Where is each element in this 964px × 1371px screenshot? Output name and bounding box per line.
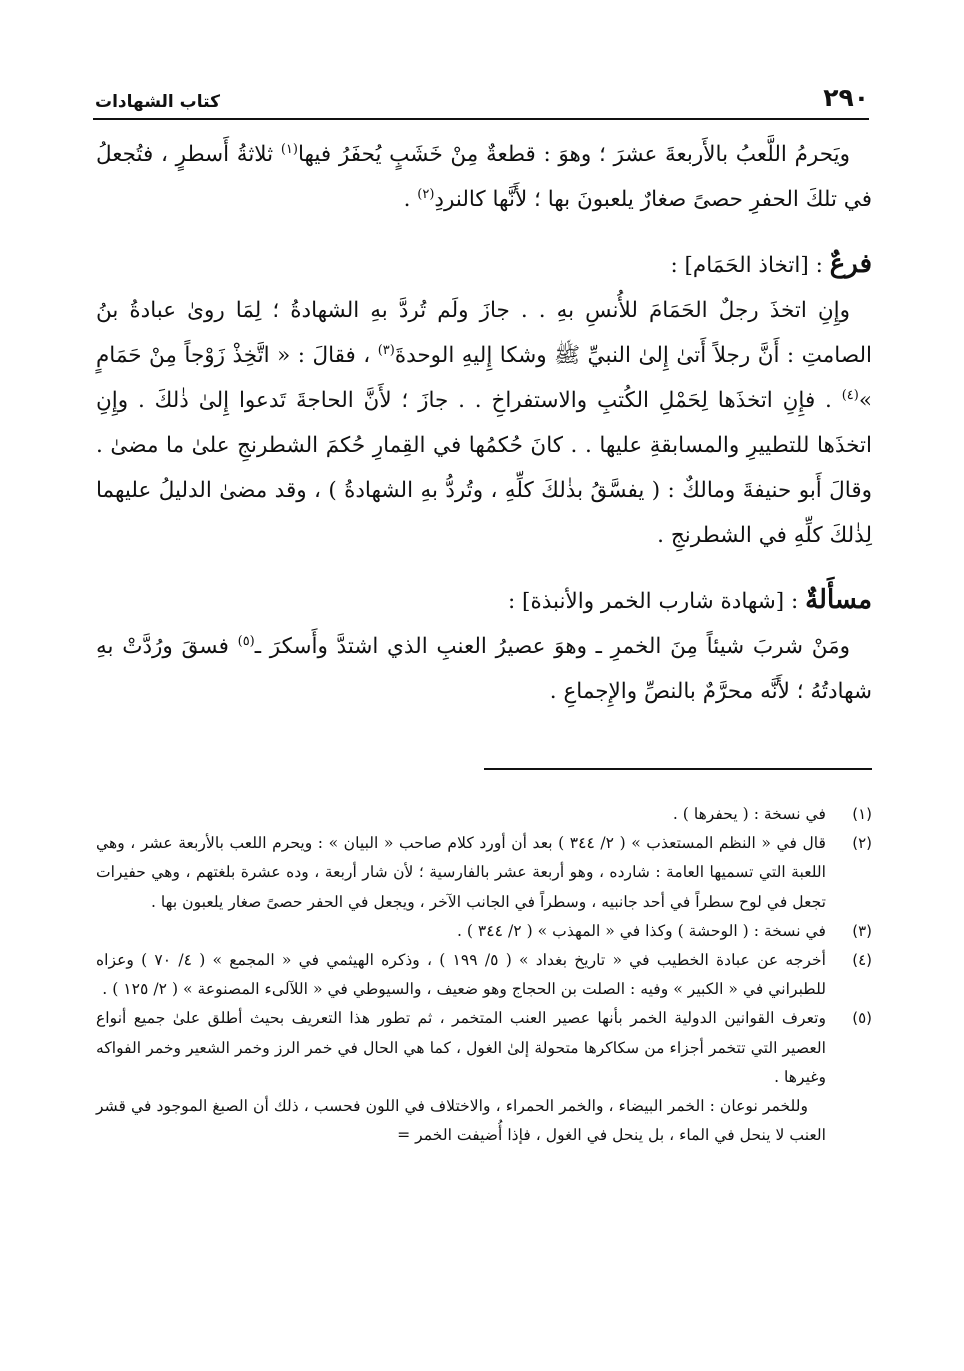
paragraph-pigeons	[96, 288, 872, 558]
paragraph-text: ثلاثةُ أَسطرٍ ، فتُجعلُ في تلكَ الحفرِ حصىً صغارٌ يلعبونَ بها ؛ لأَنَّها كالنردِ	[96, 142, 872, 212]
footnote-ref-3[interactable]: (٣)	[377, 342, 395, 358]
footnote-number: (١)	[852, 805, 872, 823]
footnote-text: في نسخة : ( يحفرها ) .	[672, 805, 826, 823]
paragraph-text: ويَحرمُ اللَّعبُ بالأَربعةَ عشرَ ؛ وهوَ : قطعةٌ مِنْ خَشَبٍ يُحفَرُ فيها	[297, 142, 851, 167]
paragraph-wine	[96, 624, 872, 714]
footnotes	[96, 800, 872, 1150]
footnote-3	[96, 917, 872, 946]
footnote-text: قال في « النظم المستعذب » ( ٢/ ٣٤٤ ) بعد أن أورد كلام صاحب « البيان » : ويحرم اللعب بالأربعة عشر ، وهي اللعبة التي تسميها العامة : شارده ، وهو أربعة عشر بالفارسية ؛ لأن شار أربعة ، وده عشرة بلغتهم ، وهي حفيرات تجعل في لوح سطراً في أحد جانبيه ، وسطراً في الجانب الآخر ، ويجعل في الحفر حصىً صغار يلعبون بها .	[96, 834, 826, 911]
main-text	[96, 132, 872, 714]
paragraph-text: ومَنْ شربَ شيئاً مِنَ الخمرِ ـ وهوَ عصيرُ العنبِ الذي اشتدَّ وأَسكرَ ـ	[254, 634, 851, 659]
page-number: ٢٩٠	[823, 83, 869, 112]
running-header	[95, 78, 869, 112]
footnote-number: (٢)	[852, 834, 872, 853]
spacer	[96, 222, 872, 242]
heading-label: فرعٌ	[829, 249, 872, 279]
footnote-text-continued: وللخمر نوعان : الخمر البيضاء ، والخمر الحمراء ، والاختلاف في اللون فحسب ، ذلك أن الصبغ الموجود في قشر العنب لا ينحل في الماء ، بل ينحل في الغول ، فإذا أُضيفت الخمر =	[96, 1097, 826, 1145]
footnote-2	[96, 829, 872, 917]
footnote-number: (٥)	[852, 1009, 872, 1028]
footnote-1	[96, 800, 872, 829]
footnote-5	[96, 1004, 872, 1150]
book-title: كتاب الشهادات	[95, 92, 220, 112]
footnote-ref-4[interactable]: (٤)	[841, 387, 859, 403]
paragraph-text: . فإِنِ اتخذَها لِحَمْلِ الكُتبِ والاستفراخِ . . جازَ ؛ لأَنَّ الحاجةَ تَدعوا إِلىٰ ذٰلكَ . وإِنِ اتخذَها للتطييرِ والمسابقةِ عليها . . كانَ حُكمُها في القِمارِ حُكمَ الشطرنجِ علىٰ ما مضىٰ . وقالَ أَبو حنيفةَ ومالكٌ : ( يفسَّقُ بذٰلكَ كلِّهِ ، وتُردُّ بهِ الشهادةُ ) ، وقد مضىٰ الدليلُ عليهما لِذٰلكَ كلِّهِ في الشطرنجِ .	[96, 388, 872, 548]
paragraph-fourteen-game	[96, 132, 872, 222]
footnote-ref-5[interactable]: (٥)	[237, 633, 255, 649]
spacer	[96, 558, 872, 578]
footnote-text: أخرجه عن عبادة الخطيب في « تاريخ بغداد » ( ٥/ ١٩٩ ) ، وذكره الهيثمي في « المجمع » ( ٤/ ٧٠ ) وعزاه للطبراني في « الكبير » وفيه : الصلت بن الحجاج وهو ضعيف ، والسيوطي في « اللآلىء المصنوعة » ( ٢/ ١٢٥ ) .	[96, 951, 826, 999]
footnote-ref-1[interactable]: (١)	[280, 141, 298, 157]
footnote-text: وتعرف القوانين الدولية الخمر بأنها عصير العنب المتخمر ، ثم تطور هذا التعريف بحيث أطلق علىٰ جميع أنواع العصير التي تتخمر أجزاء من سكاكرها متحولة إلىٰ الغول ، كما هي الحال في خمر الرز وخمر الشعير وخمر الفواكه وغيرها .	[96, 1009, 826, 1086]
section-heading-pigeons	[96, 242, 872, 288]
footnote-number: (٤)	[852, 951, 872, 970]
footnote-ref-2[interactable]: (٢)	[417, 186, 435, 202]
footnote-text-block	[96, 1004, 826, 1150]
paragraph-text: فسقَ ورُدَّتْ بهِ شهادتُهُ ؛ لأَنَّه محرَّمٌ بالنصِّ والإِجماعِ .	[96, 634, 872, 704]
paragraph-text: وإِنِ اتخذَ رجلٌ الحَمَامَ للأُنسِ بهِ . . جازَ ولَم تُردَّ بهِ الشهادةُ ؛ لِمَا روىٰ عبادةُ بنُ الصامتِ : أَنَّ رجلاً أَتىٰ إِلىٰ النبيِّ ﷺ وشكا إِليهِ الوحدةَ	[96, 298, 873, 368]
footnote-text: في نسخة : ( الوحشة ) وكذا في « المهذب » ( ٢/ ٣٤٤ ) .	[456, 921, 826, 940]
paragraph-text: .	[403, 187, 418, 212]
header-divider	[93, 118, 869, 120]
heading-label: مسأَلةٌ	[805, 585, 872, 615]
footnote-4	[96, 946, 872, 1004]
paragraph-text: ، فقالَ : « اتَّخِذْ زَوْجاً مِنْ حَمَامٍ »	[96, 343, 872, 413]
section-heading-wine	[96, 578, 872, 624]
footnote-number: (٣)	[852, 921, 872, 940]
heading-title: : [اتخاذ الحَمَام] :	[670, 253, 830, 278]
footnote-divider	[484, 768, 872, 770]
heading-title: : [شهادة شارب الخمر والأنبذة] :	[507, 589, 806, 614]
